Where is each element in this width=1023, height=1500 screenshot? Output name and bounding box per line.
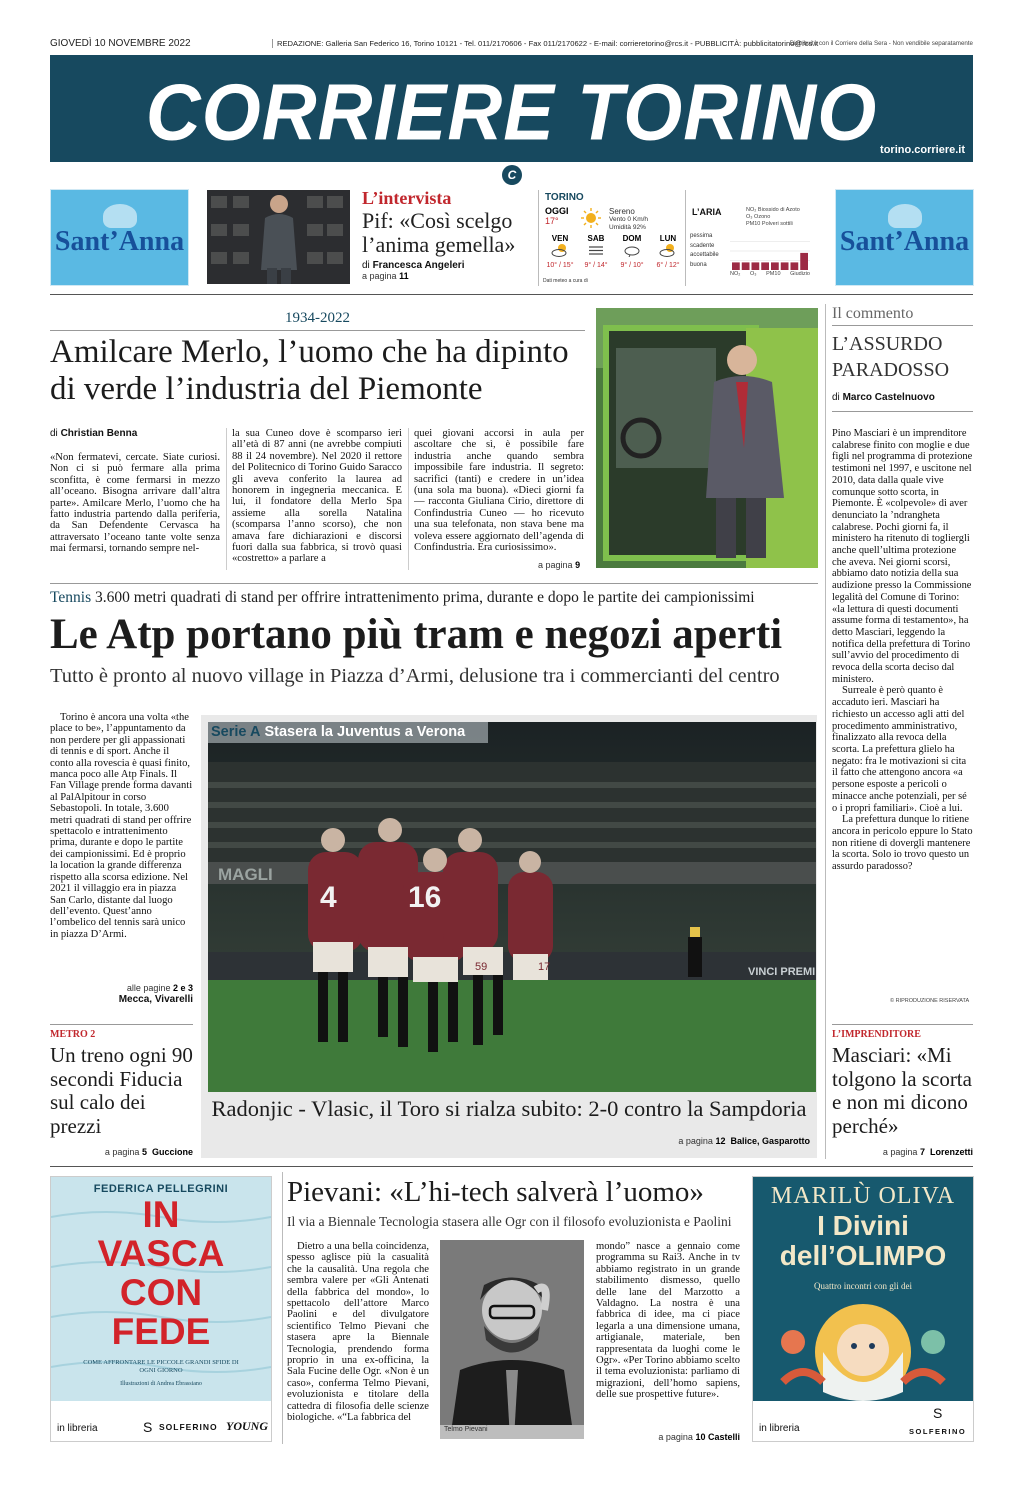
comment-p2: Surreale è però quanto è accaduto ieri. Masciari ha richiesto un accesso agli atti del procedimento amministrativo, finalizzato alla revoca della scorta. La prefettura glielo ha negato: fra le motivazioni si cita il fatto che attengono ancora «a persone esposte a pericoli o minacce anche potenziali, per sé o i propri familiari». Cioè a lui. [832,685,967,814]
by-prefix: di [50,428,58,439]
pievani-col-1: Dietro a una bella coincidenza, spesso aglisce più la casualità che la causalità. Una regola che sembra valere per «Gli Antenati della fabbrica del mondo», lo spettacolo dell’attore Marco Paolini e del divulgatore scientifico Telmo Pievani che stasera apre la Biennale Tecnologia, prendendo forma proprio in una ex-officina, la Sala Fucine delle Ogr. «Non è un caso», conferma Telmo Pievani, evoluzionista e titolare della cattedra di filosofia delle scienze biologiche. «“La fabbrica del [287,1241,429,1424]
comment-p1: Pino Masciari è un imprenditore calabrese finito con moglie e due figli nel programma di protezione testimoni nel 1997, e uscitone nel 2010, data dalla quale vive comunque sotto scorta, in Piemonte. È «colpevole» di aver denunciato la ’ndrangheta calabrese. Pochi giorni fa, il ministero ha ritenuto di togliergli anche quell’ultima protezione che aveva. Nei giorni scorsi, abbiamo dato notizia della sua audizione presso la Commissione legalità del Comune di Torino: «la lettura di questi documenti assume forma di testamento», ha detto Masciari, leggendo la notifica della prefettura di Torino sull’avvio del procedimento di revoca della scorta deciso dal ministero. [832,428,973,685]
level-scadente: scadente [690,242,715,249]
lead-col-1: «Non fermatevi, cercate. Siate curiosi. Non ci si può fermare alla prima sconfitta, è come fermarsi in mezzo all’oceano. Bisogna arrivare dall’altra parte». Amilcare Merlo, l’uomo che ha fatto industria partendo dalla periferia, da San Defendente Cervasca ha attraversato l’oceano tante volte senza mai fermarsi, tornando sempre nel- [50,452,220,555]
today-temp: 17° [545,216,559,226]
tennis-headline[interactable]: Le Atp portano più tram e negozi aperti [50,611,783,658]
air-axis [730,271,810,277]
lead-author: Christian Benna [60,428,138,439]
weather-box [538,190,810,286]
ad-santanna-left[interactable] [50,189,189,286]
pievani-photo-caption: Telmo Pievani [444,1426,488,1433]
title-line: CON [119,1272,203,1313]
tennis-deck-line [50,589,818,607]
book-cover-right [753,1177,973,1401]
air-quality-bar [742,262,750,270]
lead-col-2: la sua Cuneo dove è scomparso ieri all’età di 87 anni (ne avrebbe compiuti 88 il 24 novembre). Nel 2020 il rettore del Politecnico di Torino Guido Saracco gli aveva conferito la laurea ad honorem in ingegneria meccanica. E lui, il fondatore della Merlo Spa assieme alla sorella Natalina (scomparsa l’anno scorso), che non amava fare dichiarazioni e discorsi fuori dalla sua fabbrica, si trovò quasi «costretto» a parlare a [232,428,402,565]
day-name: SAB [587,234,605,243]
comment-body [832,428,973,996]
book-left-subtitle: COME AFFRONTARE LE PICCOLE GRANDI SFIDE DI OGNI GIORNO [83,1359,239,1374]
pievani-author: Castelli [707,1432,740,1442]
page-ref: a pagina [538,560,573,570]
page-ref: a pagina [882,1147,918,1157]
forecast-day [651,234,685,269]
jersey-number-d: 17 [538,961,551,973]
page-ref: a pagina [362,271,397,281]
book-right-author: MARILÙ OLIVA [770,1183,956,1209]
title-line: FEDE [111,1311,211,1352]
serie-a-deck: Stasera la Juventus a Verona [264,724,466,740]
air-quality-box [685,190,811,286]
lead-dates: 1934-2022 [285,310,350,326]
serie-a-kicker: Serie A [211,724,261,740]
solferino-logo-icon: S [933,1405,943,1421]
pif-photo [207,190,350,284]
air-quality-bar [761,262,769,270]
ad-book-oliva[interactable] [752,1176,974,1442]
air-quality-bars [730,232,810,270]
col-divider [825,304,826,1159]
book-right-subtitle: Quattro incontri con gli dei [814,1281,912,1291]
partly-cloudy-icon [659,243,677,257]
imprenditore-kicker: L’IMPRENDITORE [832,1029,921,1040]
divider [50,1166,973,1167]
in-libreria: in libreria [759,1423,800,1434]
by-prefix: di [362,260,370,271]
jersey-number-c: 59 [475,961,488,973]
issue-date: GIOVEDÌ 10 NOVEMBRE 2022 [50,38,191,49]
comment-p3: La prefettura dunque lo ritiene ancora in pericolo eppure lo Stato non ritiene di dovergli mantenere la scorta. Solo io trovo questo un assurdo paradosso? [832,814,973,873]
title-line: IN [142,1194,180,1235]
comment-headline[interactable]: L’ASSURDO PARADOSSO [832,333,950,381]
axis-o3: O₃ [750,271,757,277]
book-cover-left [51,1177,271,1401]
masthead [50,55,973,162]
axis-pm10: PM10 [766,271,781,277]
divider [50,294,973,295]
lead-byline [50,428,137,439]
tennis-subhead: Tutto è pronto al nuovo village in Piazza d’Armi, delusione tra i commercianti del centro [50,665,780,687]
in-libreria-left [57,1423,98,1434]
in-libreria-right [759,1423,800,1434]
forecast-day [543,234,577,269]
tennis-page-ref[interactable] [50,983,193,993]
air-title: L’ARIA [692,207,722,217]
book-left-title [51,1195,271,1351]
day-temp: 9° / 10° [620,262,644,269]
legend-pm10: PM10 Polveri sottili [746,221,793,227]
stadium-banner-left: MAGLI [218,865,273,884]
solferino-logo-icon: S [143,1419,153,1435]
by-prefix: di [832,392,840,403]
cloud-icon [623,243,641,257]
pievani-photo [440,1240,584,1439]
day-temp: 9° / 14° [584,262,608,269]
interview-teaser[interactable] [362,188,532,281]
air-quality-bar [800,253,808,270]
ad-brand-left: Sant’Anna [54,226,185,257]
forecast-day [615,234,649,269]
publisher-right: SOLFERINO [909,1427,967,1436]
pievani-page-ref[interactable] [596,1432,740,1442]
today-label: OGGI [545,206,569,216]
divider [832,325,973,326]
metro-kicker: METRO 2 [50,1029,96,1040]
forecast-day [579,234,613,269]
weather-credit: Dati meteo a cura di [543,278,588,284]
air-quality-bar [781,262,789,270]
metro-headline[interactable]: Un treno ogni 90 secondi Fiducia sul calo dei prezzi [50,1043,193,1138]
serie-a-authors: Balice, Gasparotto [730,1136,810,1146]
serie-a-label [208,722,488,743]
tennis-deck: 3.600 metri quadrati di stand per offrire intrattenimento prima, durante e dopo le partite dei campionissimi [94,589,755,606]
gods-illustration-icon [763,1292,963,1401]
day-name: LUN [659,234,677,243]
level-accettabile: accettabile [690,252,719,258]
tennis-authors: Mecca, Vivarelli [118,994,193,1005]
divider [50,583,818,584]
page-ref: a pagina [658,1432,693,1442]
interview-page: 11 [399,271,409,281]
lead-page-ref[interactable] [538,560,580,570]
air-legend [746,207,800,228]
editorial-contacts: REDAZIONE: Galleria San Federico 16, Torino 10121 - Tel. 011/2170606 - Fax 011/2170622 - E-mail: corrieretorino@rcs.it - PUBBLICITÀ: pubblicitatorino@rcs.it [272,39,818,48]
weather-city: TORINO [545,192,584,203]
divider [832,411,973,412]
page-ref: a pagina [678,1136,713,1146]
title-line: VASCA [97,1233,225,1274]
masthead-title: CORRIERE TORINO [145,67,878,158]
pievani-headline[interactable]: Pievani: «L’hi-tech salverà l’uomo» [287,1176,704,1208]
book-left-illustrator: Illustrazioni di Andrea Ebrassiano [120,1381,202,1387]
imprenditore-headline[interactable]: Masciari: «Mi tolgono la scorta e non mi dicono perché» [832,1043,972,1138]
torino-match-photo [208,722,816,1092]
tennis-pages: 2 e 3 [172,983,193,993]
divider [50,330,585,331]
comment-kicker: Il commento [832,305,914,322]
imprenditore-author: Lorenzetti [929,1147,973,1157]
ad-santanna-right[interactable] [835,189,974,286]
col-divider [408,428,409,570]
legend-no2: NO₂ Biossido di Azoto [746,207,800,213]
divider [832,1024,973,1025]
jersey-number-a: 4 [320,881,337,914]
partly-cloudy-icon [551,243,569,257]
distribution-note: Distribuito con il Corriere della Sera - Non vendibile separatamente [789,40,973,47]
col-divider [282,1172,283,1444]
air-quality-bar [752,262,760,270]
tennis-kicker: Tennis [50,589,92,606]
top-info-bar [50,38,973,52]
mountain-icon [103,204,137,228]
corriere-logo-icon: C [502,165,522,185]
metro-author: Guccione [151,1147,193,1157]
serie-a-headline[interactable]: Radonjic - Vlasic, il Toro si rialza subito: 2-0 contro la Sampdoria [211,1096,807,1121]
air-quality-bar [791,262,799,270]
lead-page: 9 [575,560,581,570]
today-cond: Sereno [609,207,635,216]
interview-kicker: L’intervista [362,188,452,208]
level-buona: buona [690,261,707,268]
interview-headline: Pif: «Così scelgo l’anima gemella» [362,208,516,257]
comment-author: Marco Castelnuovo [842,392,935,403]
pievani-subhead: Il via a Biennale Tecnologia stasera alle Ogr con il filosofo evoluzionista e Paolini [287,1214,732,1229]
book-right-title: I Divini dell’OLIMPO [779,1210,947,1271]
air-quality-bar [771,262,779,270]
axis-giudizio: Giudizio [790,271,810,277]
lead-headline[interactable]: Amilcare Merlo, l’uomo che ha dipinto di verde l’industria del Piemonte [50,334,569,407]
sun-icon [581,208,601,233]
fog-icon [587,243,605,257]
wind-speed: Vento 0 Km/h [609,216,649,223]
serie-a-page: 12 [715,1136,726,1146]
ad-brand-right: Sant’Anna [839,226,970,257]
page-ref: a pagina [104,1147,140,1157]
ad-book-pellegrini[interactable] [50,1176,272,1442]
merlo-photo [596,308,818,568]
humidity: Umidità 92% [609,224,646,231]
jersey-number-b: 16 [408,881,442,914]
imprenditore-page-ref[interactable] [832,1147,973,1157]
serie-a-page-ref[interactable] [580,1136,810,1146]
rights-reserved: © RIPRODUZIONE RISERVATA [890,998,970,1004]
day-name: VEN [551,234,569,243]
mountain-icon [888,204,922,228]
level-pessima: pessima [690,233,713,239]
air-levels [690,232,719,270]
metro-page-ref[interactable] [50,1147,193,1157]
imprenditore-page: 7 [919,1147,925,1157]
col-divider [226,428,227,570]
forecast-days [543,234,683,276]
lead-col-3: quei giovani accorsi in aula per ascoltare che sì, è possibile fare industria anche quando sembra impossibile fare industria. Il segreto: sacrifici (tanti) e credere in un’idea (una sola ma buona). «Dieci giorni fa — racconta Giuliana Cirio, direttore di Confindustria Cuneo — ho ricevuto una sua telefonata, non stava bene ma voleva essere aggiornato dell’agenda di Confindustria. Era curiosissimo». [414,428,584,554]
axis-no2: NO₂ [730,271,741,277]
in-libreria: in libreria [57,1423,98,1434]
pievani-page: 10 [695,1432,706,1442]
tennis-body: Torino è ancora una volta «the place to be», l’appuntamento da non perdere per gli appassionati di tennis e di sport. Anche il conto alla rovescia è quasi finito, manca poco alle Atp Finals. Il Fan Village prende forma davanti al PalAlpitour in corso Sebastopoli. In totale, 3.600 metri quadrati di stand per offrire spettacolo e intrattenimento prima, durante e dopo le partite dei campionissimi. Ed è proprio la location la grande differenza rispetto alla scorsa edizione. Nel 2021 il villaggio era in piazza San Carlo, distante dal luogo dell’evento. Quest’anno l’ombelico del tennis sarà unico in piazza D’Armi. [50,712,193,940]
pievani-col-2: mondo” nasce a gennaio come programma su Rai3. Anche in tv abbiamo registrato in un grande stabilimento dismesso, quello delle lane del Marzotto a Valdagno. La nostra è una fabbrica di idee, ma ci piace legarla a una dimensione umana, artigianale, materiale, ben rappresentata da luoghi come le Ogr». «Per Torino abbiamo scelto il tema evoluzionista: parliamo di migrazioni, dell’homo sapiens, delle sue prospettive future». [596,1241,740,1401]
interview-author: Francesca Angeleri [372,260,465,271]
page-ref: alle pagine [126,983,171,993]
imprint-left: YOUNG [226,1419,268,1433]
masthead-url[interactable]: torino.corriere.it [880,144,965,156]
day-temp: 10° / 15° [546,262,574,269]
air-quality-bar [732,262,740,270]
metro-page: 5 [141,1147,147,1157]
stadium-banner-right: VINCI PREMI [748,966,816,978]
day-temp: 6° / 12° [656,262,680,269]
comment-byline [832,392,935,403]
publisher-left: SOLFERINO [159,1422,218,1432]
book-left-author: FEDERICA PELLEGRINI [93,1183,229,1195]
day-name: DOM [622,234,642,243]
legend-o3: O₃ Ozono [746,214,771,220]
divider [50,1024,193,1025]
